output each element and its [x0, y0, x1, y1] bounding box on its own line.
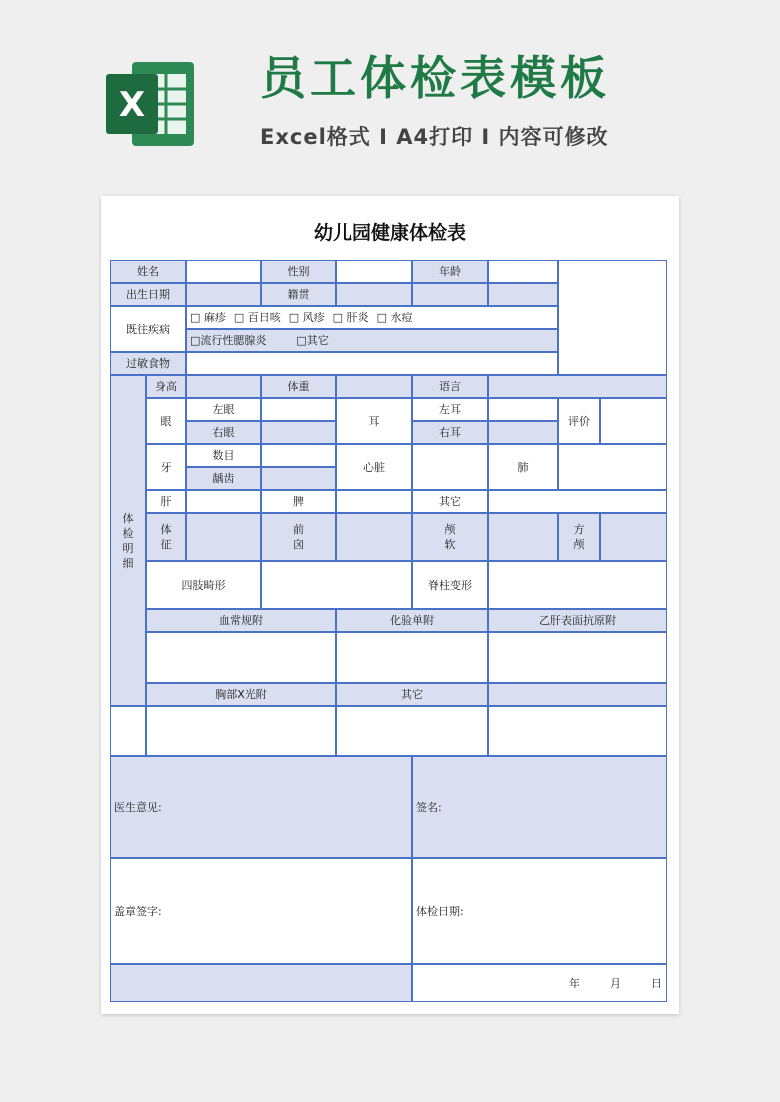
label-weight: 体重	[261, 375, 336, 398]
field-attachment-blank[interactable]	[488, 683, 667, 706]
field-hbsag[interactable]	[488, 632, 667, 683]
label-other-exam: 其它	[412, 490, 488, 513]
field-height[interactable]	[186, 375, 261, 398]
label-hbsag: 乙肝表面抗原附	[488, 609, 667, 632]
option-rubella[interactable]: □ 风疹	[288, 311, 325, 324]
field-exam-date[interactable]	[412, 858, 667, 964]
label-birth-date: 出生日期	[110, 283, 186, 306]
field-footer-blank[interactable]	[110, 964, 412, 1002]
label-ear: 耳	[336, 398, 412, 444]
field-blood-routine[interactable]	[146, 632, 336, 683]
field-gender[interactable]	[336, 260, 412, 283]
field-lung[interactable]	[558, 444, 667, 490]
label-body-sign: 体征	[146, 513, 186, 561]
option-mumps[interactable]: □流行性腮腺炎	[190, 334, 267, 347]
field-spleen[interactable]	[336, 490, 412, 513]
field-body-sign[interactable]	[186, 513, 261, 561]
label-age: 年龄	[412, 260, 488, 283]
label-front-fontanelle: 前囟	[261, 513, 336, 561]
field-left-ear[interactable]	[488, 398, 558, 421]
label-teeth-count: 数目	[186, 444, 261, 467]
label-left-eye: 左眼	[186, 398, 261, 421]
field-blank-2[interactable]	[488, 283, 558, 306]
field-other-attachment[interactable]	[336, 706, 488, 756]
label-other-attachment: 其它	[336, 683, 488, 706]
label-day: 日	[651, 976, 662, 990]
label-eye: 眼	[146, 398, 186, 444]
label-allergy-food: 过敏食物	[110, 352, 186, 375]
field-right-ear[interactable]	[488, 421, 558, 444]
field-date-ymd[interactable]	[412, 964, 667, 1002]
field-allergy-food[interactable]	[186, 352, 558, 375]
label-skull-soft: 颅软	[412, 513, 488, 561]
label-left-ear: 左耳	[412, 398, 488, 421]
history-options-row-2[interactable]	[186, 329, 558, 352]
field-attachment-blank-2[interactable]	[488, 706, 667, 756]
field-skull-soft[interactable]	[488, 513, 558, 561]
option-other-disease[interactable]: □其它	[296, 334, 329, 347]
label-history: 既往疾病	[110, 306, 186, 352]
label-signature: 签名:	[416, 800, 442, 814]
field-birth-date[interactable]	[186, 283, 261, 306]
field-spine-deformity[interactable]	[488, 561, 667, 609]
label-year: 年	[569, 976, 580, 990]
label-lab-report: 化验单附	[336, 609, 488, 632]
field-doctor-opinion[interactable]	[110, 756, 412, 858]
label-spleen: 脾	[261, 490, 336, 513]
field-limb-deformity[interactable]	[261, 561, 412, 609]
photo-box[interactable]	[558, 260, 667, 375]
field-seal-signature[interactable]	[110, 858, 412, 964]
field-evaluation[interactable]	[600, 398, 667, 444]
excel-logo-letter: X	[118, 85, 146, 125]
field-left-eye[interactable]	[261, 398, 336, 421]
banner-title: 员工体检表模板	[260, 51, 610, 105]
label-lung: 肺	[488, 444, 558, 490]
field-name[interactable]	[186, 260, 261, 283]
option-pertussis[interactable]: □ 百日咳	[233, 311, 281, 324]
field-blank-1[interactable]	[412, 283, 488, 306]
label-chest-xray: 胸部X光附	[146, 683, 336, 706]
label-heart: 心脏	[336, 444, 412, 490]
label-right-eye: 右眼	[186, 421, 261, 444]
field-native-place[interactable]	[336, 283, 412, 306]
label-exam-details: 体检明细	[110, 375, 146, 706]
banner-subtitle: Excel格式 I A4打印 I 内容可修改	[260, 125, 609, 149]
field-chest-xray[interactable]	[146, 706, 336, 756]
label-square-skull: 方颅	[558, 513, 600, 561]
option-hepatitis[interactable]: □ 肝炎	[332, 311, 369, 324]
field-other-exam[interactable]	[488, 490, 667, 513]
label-teeth: 牙	[146, 444, 186, 490]
field-teeth-count[interactable]	[261, 444, 336, 467]
field-heart[interactable]	[412, 444, 488, 490]
label-gender: 性别	[261, 260, 336, 283]
document-title: 幼儿园健康体检表	[313, 222, 466, 244]
field-weight[interactable]	[336, 375, 412, 398]
option-measles[interactable]: □ 麻疹	[190, 311, 226, 324]
option-chickenpox[interactable]: □ 水痘	[376, 311, 413, 324]
label-language: 语言	[412, 375, 488, 398]
label-caries: 龋齿	[186, 467, 261, 490]
label-name: 姓名	[110, 260, 186, 283]
label-blood-routine: 血常规附	[146, 609, 336, 632]
field-square-skull[interactable]	[600, 513, 667, 561]
field-age[interactable]	[488, 260, 558, 283]
label-height: 身高	[146, 375, 186, 398]
label-exam-date: 体检日期:	[416, 904, 464, 918]
label-spine-deformity: 脊柱变形	[412, 561, 488, 609]
field-front-fontanelle[interactable]	[336, 513, 412, 561]
label-month: 月	[610, 976, 621, 990]
field-liver[interactable]	[186, 490, 261, 513]
field-lab-report[interactable]	[336, 632, 488, 683]
label-native-place: 籍贯	[261, 283, 336, 306]
history-options-row-1[interactable]	[186, 306, 558, 329]
field-language[interactable]	[488, 375, 667, 398]
label-seal-signature: 盖章签字:	[114, 904, 162, 918]
field-right-eye[interactable]	[261, 421, 336, 444]
field-row-blank[interactable]	[110, 706, 146, 756]
label-evaluation: 评价	[558, 398, 600, 444]
label-doctor-opinion: 医生意见:	[114, 800, 162, 814]
field-caries[interactable]	[261, 467, 336, 490]
label-liver: 肝	[146, 490, 186, 513]
label-limb-deformity: 四肢畸形	[146, 561, 261, 609]
field-signature[interactable]	[412, 756, 667, 858]
label-right-ear: 右耳	[412, 421, 488, 444]
